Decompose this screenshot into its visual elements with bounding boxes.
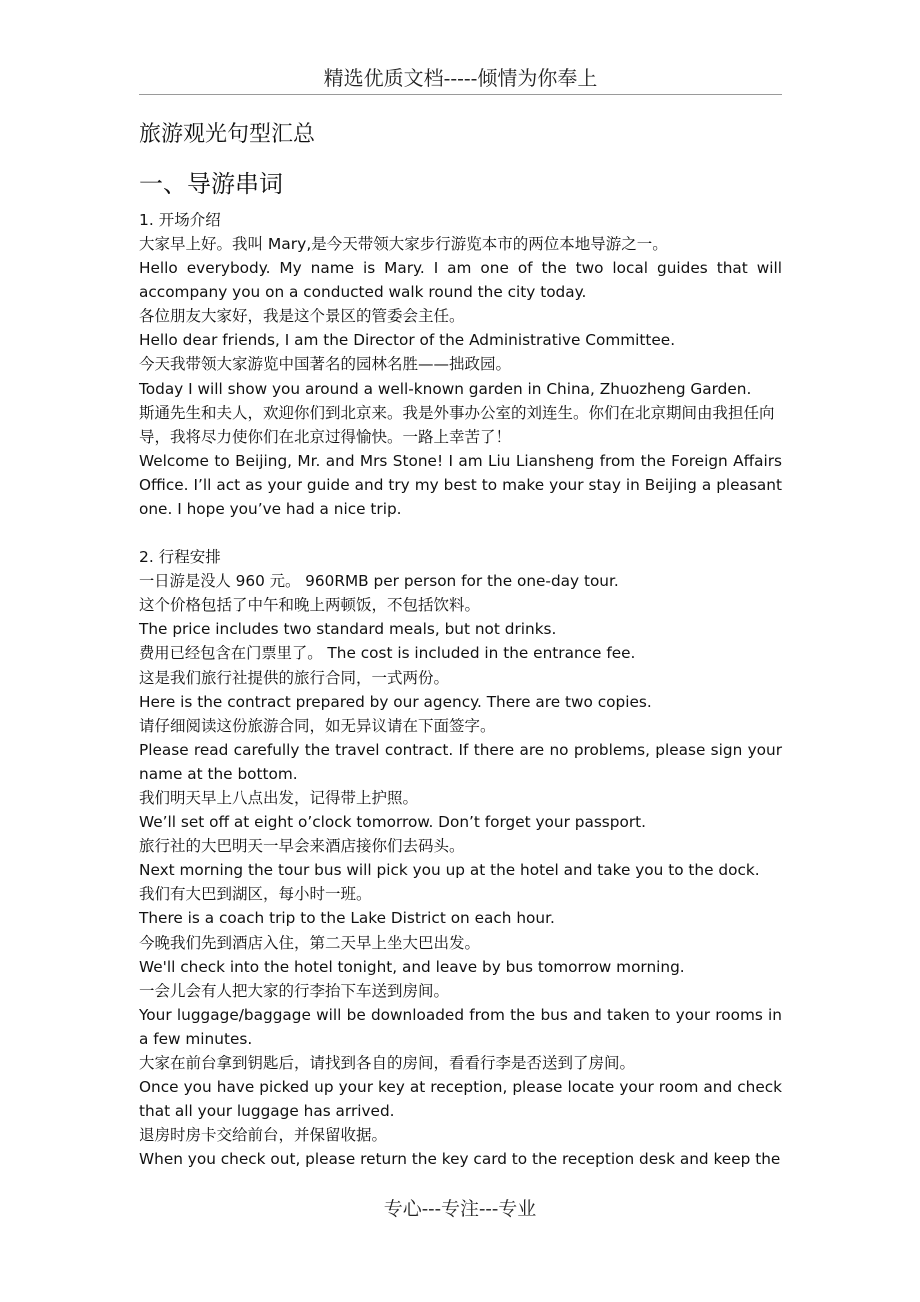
paragraph-mixed: 费用已经包含在门票里了。 The cost is included in the entrance fee. [139,644,636,663]
paragraph-cn: 斯通先生和夫人，欢迎你们到北京来。我是外事办公室的刘连生。你们在北京期间由我担任向导，我将尽力使你们在北京过得愉快。一路上幸苦了！ [139,403,775,446]
document-body [139,118,782,1171]
paragraph-en: There is a coach trip to the Lake District on each hour. [139,909,555,928]
paragraph-cn: 旅行社的大巴明天一早会来酒店接你们去码头。 [139,837,465,856]
paragraph-en: Hello everybody. My name is Mary. I am one of the two local guides that will accompany you on a conducted walk round the city today. [139,259,782,302]
subsection-heading-intro: 1. 开场介绍 [139,211,221,229]
document-title: 旅游观光句型汇总 [139,122,316,147]
paragraph-en: Once you have picked up your key at reception, please locate your room and check that all your luggage has arrived. [139,1078,782,1121]
paragraph-cn: 一会儿会有人把大家的行李抬下车送到房间。 [139,981,450,1000]
paragraph-en: Next morning the tour bus will pick you up at the hotel and take you to the dock. [139,861,760,880]
paragraph-en: Welcome to Beijing, Mr. and Mrs Stone! I am Liu Liansheng from the Foreign Affairs Office. I’ll act as your guide and try my best to make your stay in Beijing a pleasant one. I hope you’ve had a nice trip. [139,451,782,519]
paragraph-en: Today I will show you around a well-known garden in China, Zhuozheng Garden. [139,379,752,398]
paragraph-en: When you check out, please return the key card to the reception desk and keep the [139,1150,781,1169]
paragraph-cn: 大家在前台拿到钥匙后，请找到各自的房间，看看行李是否送到了房间。 [139,1054,636,1072]
subsection-heading-itinerary: 2. 行程安排 [139,548,221,567]
page-footer: 专心---专注---专业 [383,1198,537,1220]
paragraph-mixed: 一日游是没人 960 元。 960RMB per person for the one-day tour. [139,572,619,591]
section-heading: 一、导游串词 [139,170,283,198]
paragraph-cn: 大家早上好。我叫 Mary,是今天带领大家步行游览本市的两位本地导游之一。 [139,235,668,253]
paragraph-cn: 这是我们旅行社提供的旅行合同，一式两份。 [139,668,450,687]
paragraph-en: We'll check into the hotel tonight, and leave by bus tomorrow morning. [139,957,685,976]
paragraph-en: We’ll set off at eight o’clock tomorrow. Don’t forget your passport. [139,813,646,832]
paragraph-cn: 这个价格包括了中午和晚上两顿饭，不包括饮料。 [139,596,481,615]
page-header: 精选优质文档-----倾情为你奉上 [139,62,782,95]
paragraph-cn: 今天我带领大家游览中国著名的园林名胜——拙政园。 [139,355,512,374]
paragraph-en: Your luggage/baggage will be downloaded from the bus and taken to your rooms in a few minutes. [139,1005,782,1048]
paragraph-cn: 我们有大巴到湖区，每小时一班。 [139,885,372,904]
paragraph-en: The price includes two standard meals, but not drinks. [139,620,557,639]
paragraph-en: Here is the contract prepared by our agency. There are two copies. [139,692,652,711]
paragraph-en: Hello dear friends, I am the Director of the Administrative Committee. [139,331,676,350]
paragraph-cn: 退房时房卡交给前台，并保留收据。 [139,1126,388,1145]
paragraph-cn: 各位朋友大家好，我是这个景区的管委会主任。 [139,307,465,326]
paragraph-cn: 请仔细阅读这份旅游合同，如无异议请在下面签字。 [139,716,496,735]
paragraph-en: Please read carefully the travel contract. If there are no problems, please sign your name at the bottom. [139,740,782,783]
paragraph-cn: 我们明天早上八点出发，记得带上护照。 [139,788,419,807]
paragraph-spacer [139,521,782,545]
paragraph-cn: 今晚我们先到酒店入住，第二天早上坐大巴出发。 [139,933,481,952]
